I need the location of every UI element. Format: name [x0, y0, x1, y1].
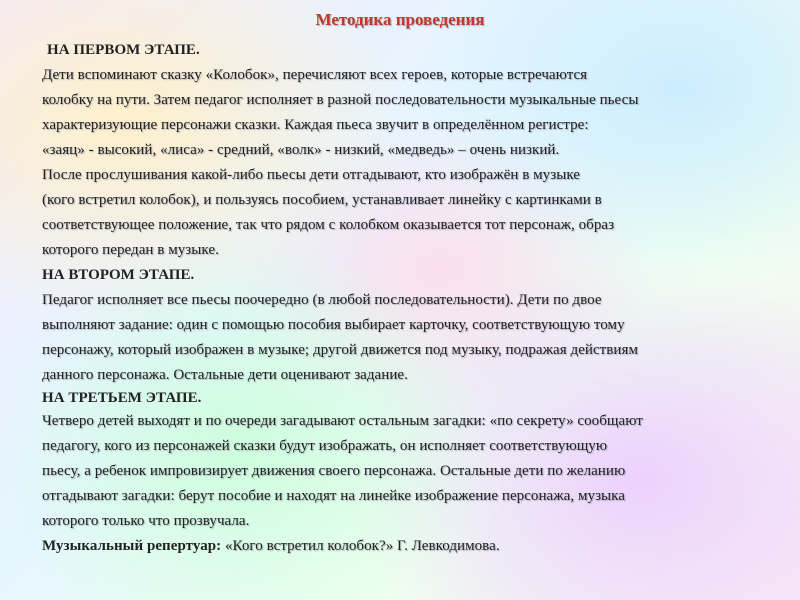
stage1-heading: НА ПЕРВОМ ЭТАПЕ.	[47, 42, 200, 58]
stage2-heading: НА ВТОРОМ ЭТАПЕ.	[42, 267, 195, 283]
repertoire-label: Музыкальный репертуар:	[42, 538, 222, 554]
stage1-line: Дети вспоминают сказку «Колобок», перечисляют всех героев, которые встречаются	[42, 67, 588, 83]
stage3-heading: НА ТРЕТЬЕМ ЭТАПЕ.	[42, 390, 202, 406]
stage3-line: отгадывают загадки: берут пособие и находят на линейке изображение персонажа, музыка	[42, 488, 625, 504]
stage1-line: которого передан в музыке.	[42, 242, 219, 258]
stage1-line: соответствующее положение, так что рядом с колобком оказывается тот персонаж, образ	[42, 217, 615, 233]
repertoire	[42, 538, 782, 555]
stage3-line: Четверо детей выходят и по очереди загадывают остальным загадки: «по секрету» сообщают	[42, 413, 643, 429]
stage2-line: Педагог исполняет все пьесы поочередно (в любой последовательности). Дети по двое	[42, 292, 602, 308]
stage3-line: пьесу, а ребенок импровизирует движения своего персонажа. Остальные дети по желанию	[42, 463, 626, 479]
repertoire-text: «Кого встретил колобок?» Г. Левкодимова.	[221, 538, 500, 554]
stage1-line: «заяц» - высокий, «лиса» - средний, «волк» - низкий, «медведь» – очень низкий.	[42, 142, 560, 158]
page-title: Методика проведения	[315, 10, 485, 29]
stage2-line: данного персонажа. Остальные дети оценивают задание.	[42, 367, 408, 383]
stage3-line: педагогу, кого из персонажей сказки будут изображать, он исполняет соответствующую	[42, 438, 608, 454]
stage1-line: После прослушивания какой-либо пьесы дети отгадывают, кто изображён в музыке	[42, 167, 580, 183]
stage1-line: колобку на пути. Затем педагог исполняет в разной последовательности музыкальные пьесы	[42, 92, 639, 108]
stage1-line: характеризующие персонажи сказки. Каждая пьеса звучит в определённом регистре:	[42, 117, 589, 133]
stage1-line: (кого встретил колобок), и пользуясь пособием, устанавливает линейку с картинками в	[42, 192, 602, 208]
stage2-line: персонажу, который изображен в музыке; другой движется под музыку, подражая действиям	[42, 342, 638, 358]
stage2-line: выполняют задание: один с помощью пособия выбирает карточку, соответствующую тому	[42, 317, 625, 333]
stage3-line: которого только что прозвучала.	[42, 513, 250, 529]
